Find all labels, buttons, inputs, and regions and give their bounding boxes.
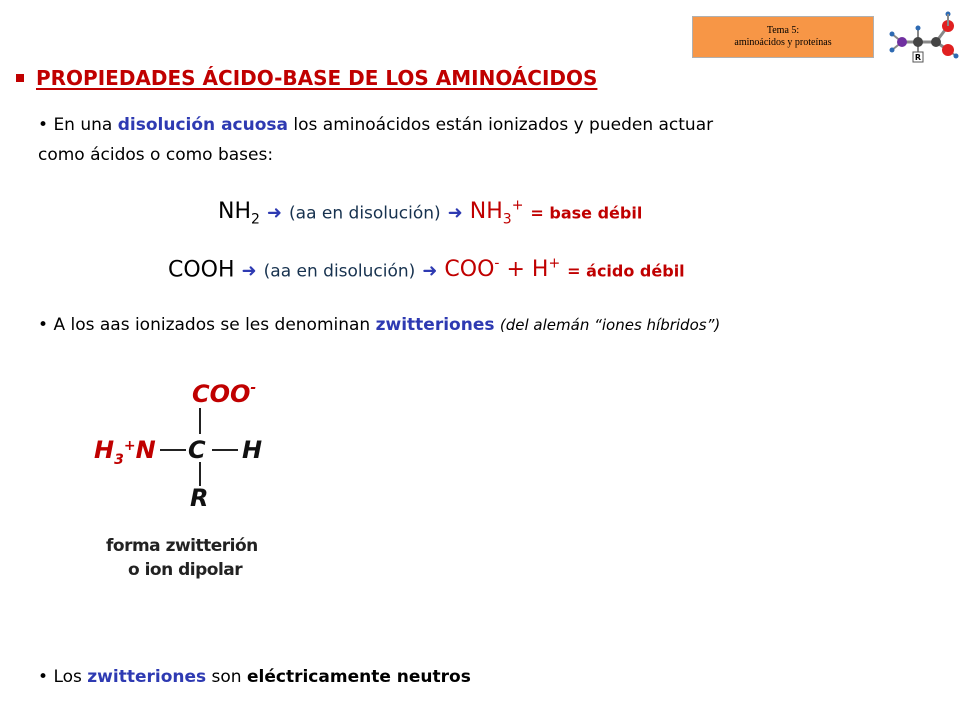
paragraph-ionization <box>38 110 713 140</box>
badge-line-2: aminoácidos y proteínas <box>734 37 832 48</box>
figure-caption-line2: o ion dipolar <box>128 560 243 580</box>
bold-text: eléctricamente neutros <box>247 667 471 687</box>
figure-caption-line1: forma zwitterión <box>106 536 258 556</box>
badge-line-1: Tema 5: <box>766 25 800 36</box>
amino-acid-molecule-icon <box>884 6 960 64</box>
text: A los aas ionizados se les denominan <box>53 315 371 335</box>
right-arrow-icon: ➜ <box>422 260 438 282</box>
right-arrow-icon: ➜ <box>266 202 283 224</box>
bullet: • <box>38 667 49 687</box>
bullet: • <box>38 315 49 335</box>
text: los aminoácidos están ionizados y pueden actuar <box>293 115 714 135</box>
text: son <box>211 667 242 687</box>
bullet: • <box>38 115 49 135</box>
top-group-label: COO- <box>192 380 257 408</box>
note-text: (del alemán “iones híbridos”) <box>499 316 721 334</box>
right-group-label: H <box>242 436 263 464</box>
eq-right: $NH_3^+$ <box>469 198 524 228</box>
right-arrow-icon: ➜ <box>241 260 257 282</box>
eq-left: COOH <box>168 257 235 283</box>
text: En una <box>53 115 113 135</box>
eq-result: = ácido débil <box>567 261 685 281</box>
eq-middle: (aa en disolución) <box>289 203 441 224</box>
eq-left: $NH_2$ <box>218 199 260 228</box>
right-arrow-icon: ➜ <box>447 202 463 224</box>
title-bullet-icon <box>16 74 24 82</box>
zwitterion-structure-diagram <box>90 372 290 592</box>
eq-middle: (aa en disolución) <box>263 261 416 282</box>
equation-carboxyl-group <box>168 256 685 282</box>
topic-badge <box>692 16 874 58</box>
center-atom-label: C <box>188 436 206 464</box>
highlight-text: zwitteriones <box>87 667 207 687</box>
logo-r-label: R <box>914 53 922 62</box>
paragraph-zwitterions <box>38 310 720 340</box>
highlight-text: disolución acuosa <box>117 115 288 135</box>
eq-right: COO- <box>444 256 500 283</box>
eq-plus: + H+ <box>506 256 561 283</box>
bottom-group-label: R <box>190 484 209 512</box>
eq-result: = base débil <box>530 203 643 223</box>
text: Los <box>53 667 82 687</box>
page-title <box>16 66 597 90</box>
highlight-text: zwitteriones <box>375 315 495 335</box>
title-text: PROPIEDADES ÁCIDO-BASE DE LOS AMINOÁCIDOS <box>36 66 598 90</box>
paragraph-neutral <box>38 662 471 692</box>
paragraph-ionization-line2: como ácidos o como bases: <box>38 145 274 165</box>
left-group-label: $H_3^+N$ <box>94 436 156 468</box>
equation-amino-group <box>218 198 642 228</box>
